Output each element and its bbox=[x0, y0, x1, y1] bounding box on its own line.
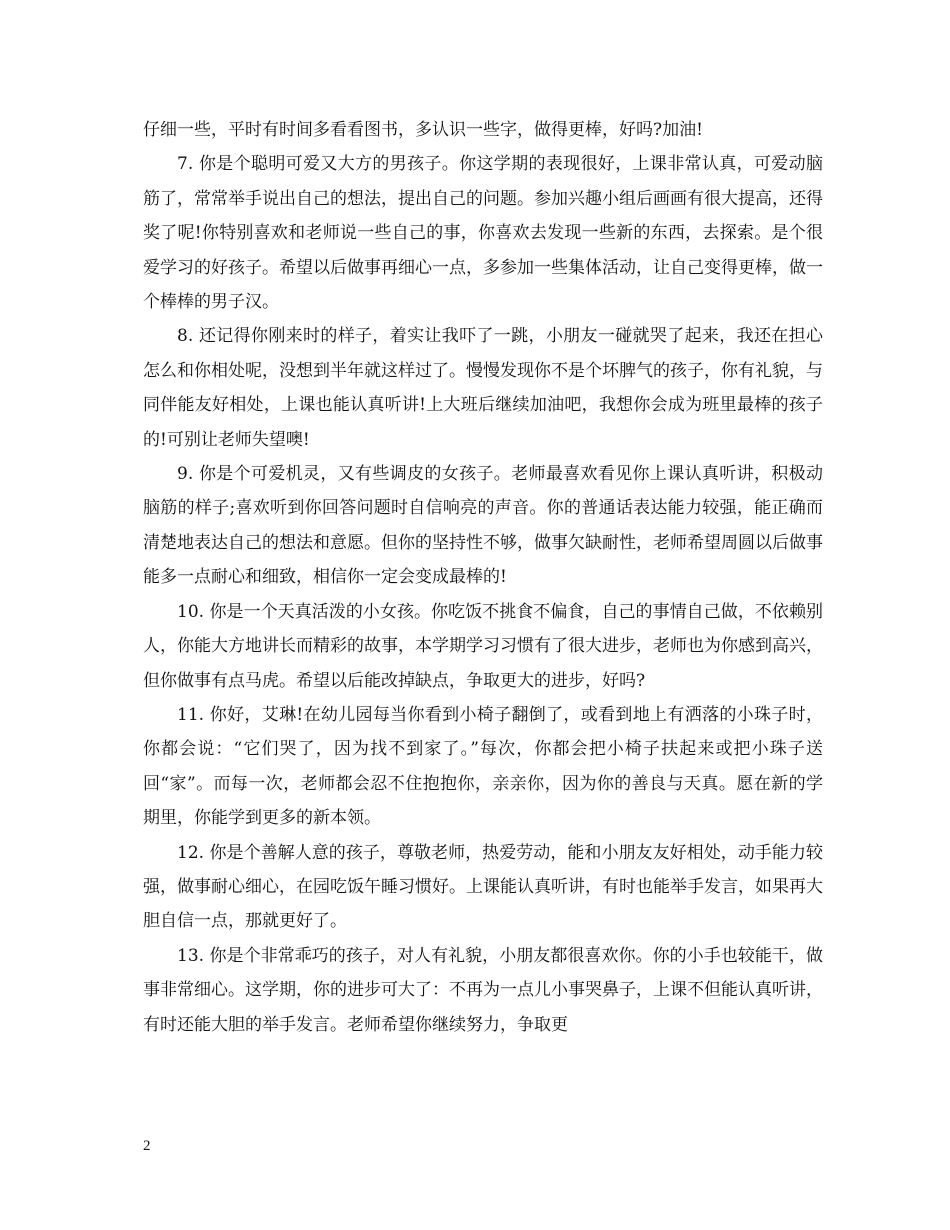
paragraph-8: 8. 还记得你刚来时的样子，着实让我吓了一跳，小朋友一碰就哭了起来，我还在担心怎么和你相处呢，没想到半年就这样过了。慢慢发现你不是个坏脾气的孩子，你有礼貌，与同伴能友好相处，上课也能认真听讲!上大班后继续加油吧，我想你会成为班里最棒的孩子的!可别让老师失望噢! bbox=[143, 326, 823, 450]
page-number: 2 bbox=[143, 1138, 151, 1154]
paragraph-12: 12. 你是个善解人意的孩子，尊敬老师，热爱劳动，能和小朋友友好相处，动手能力较强，做事耐心细心，在园吃饭午睡习惯好。上课能认真听讲，有时也能举手发言，如果再大胆自信一点，那就更好了。 bbox=[143, 842, 823, 932]
paragraph-7: 7. 你是个聪明可爱又大方的男孩子。你这学期的表现很好，上课非常认真，可爱动脑筋了，常常举手说出自己的想法，提出自己的问题。参加兴趣小组后画画有很大提高，还得奖了呢!你特别喜欢和老师说一些自己的事，你喜欢去发现一些新的东西，去探索。是个很爱学习的好孩子。希望以后做事再细心一点，多参加一些集体活动，让自己变得更棒，做一个棒棒的男子汉。 bbox=[143, 154, 823, 313]
document-body bbox=[143, 113, 823, 1042]
paragraph-10: 10. 你是一个天真活泼的小女孩。你吃饭不挑食不偏食，自己的事情自己做，不依赖别人，你能大方地讲长而精彩的故事，本学期学习习惯有了很大进步，老师也为你感到高兴，但你做事有点马虎。希望以后能改掉缺点，争取更大的进步，好吗? bbox=[143, 601, 823, 691]
paragraph-11: 11. 你好，艾琳!在幼儿园每当你看到小椅子翻倒了，或看到地上有洒落的小珠子时，你都会说：“它们哭了，因为找不到家了。”每次，你都会把小椅子扶起来或把小珠子送回“家”。而每一次，老师都会忍不住抱抱你，亲亲你，因为你的善良与天真。愿在新的学期里，你能学到更多的新本领。 bbox=[143, 704, 823, 829]
paragraph-13: 13. 你是个非常乖巧的孩子，对人有礼貌，小朋友都很喜欢你。你的小手也较能干，做事非常细心。这学期，你的进步可大了：不再为一点儿小事哭鼻子，上课不但能认真听讲，有时还能大胆的举手发言。老师希望你继续努力，争取更 bbox=[143, 945, 823, 1035]
paragraph-9: 9. 你是个可爱机灵，又有些调皮的女孩子。老师最喜欢看见你上课认真听讲，积极动脑筋的样子;喜欢听到你回答问题时自信响亮的声音。你的普通话表达能力较强，能正确而清楚地表达自己的想法和意愿。但你的坚持性不够，做事欠缺耐性，老师希望周圆以后做事能多一点耐心和细致，相信你一定会变成最棒的! bbox=[143, 464, 823, 588]
paragraph-continuation: 仔细一些，平时有时间多看看图书，多认识一些字，做得更棒，好吗?加油! bbox=[143, 120, 703, 140]
